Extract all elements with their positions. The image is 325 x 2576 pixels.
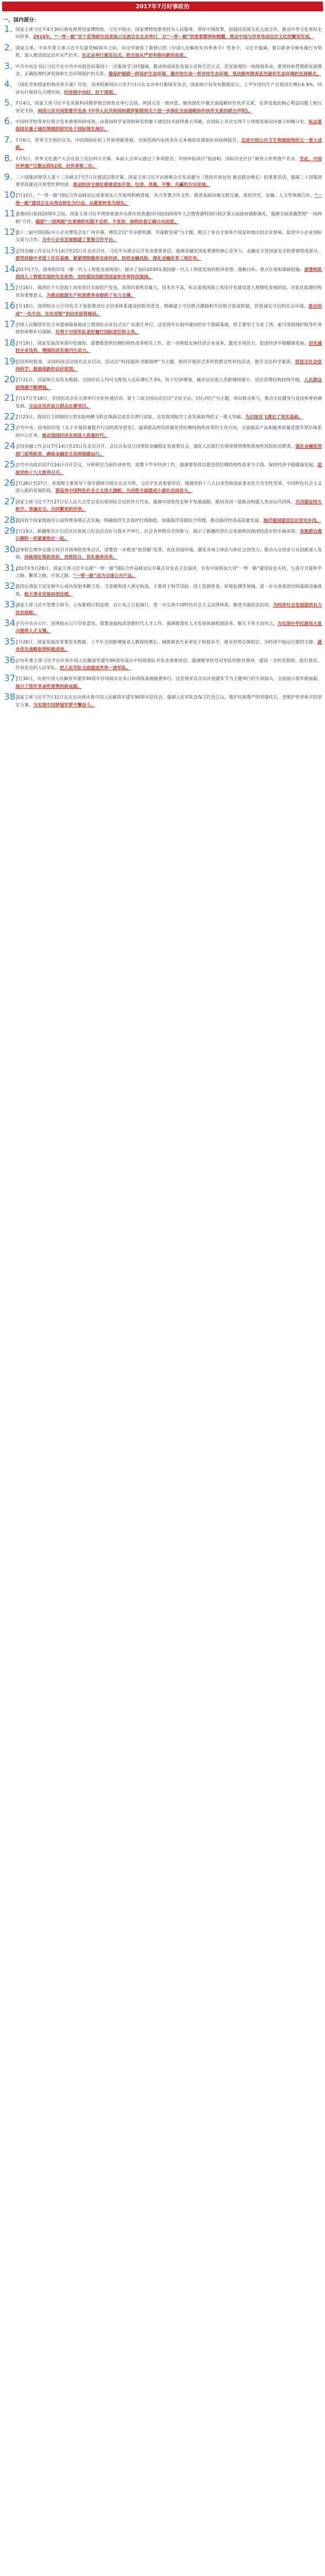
item-number: 30. xyxy=(4,544,19,555)
item-text: 国家主席习近平7月27日在人民大会堂会见出席国际会议的外方代表，强调中国坚持走和平发展道路，愿同各国一道推动构建人类命运共同体。 xyxy=(15,499,296,505)
news-item xyxy=(3,565,322,580)
news-item xyxy=(3,636,322,654)
news-item xyxy=(3,153,322,171)
item-text: 7月16日，我国首个大型海上风电项目全面投产发电，该项目装机容量大、技术水平高，标志着我国海上风电开发建设进入规模化发展阶段，对优化能源结构具有重要意义。 xyxy=(15,285,322,298)
item-text: 中共中央政治局7月24日召开会议，分析研究当前经济形势，部署下半年经济工作，强调要坚持以推进供给侧结构性改革为主线，保持经济平稳健康发展。 xyxy=(15,463,318,468)
item-highlight: 为推动能源生产和消费革命提供了有力支撑。 xyxy=(46,293,135,298)
news-item xyxy=(3,496,322,514)
item-number: 16. xyxy=(4,301,19,312)
item-number: 5. xyxy=(4,98,13,109)
item-highlight: 在北京举行颁发仪式，把全面从严治军推向新的高度。 xyxy=(81,53,189,59)
news-item xyxy=(3,134,322,152)
item-text: 2017年5月28日，国家主席习近平出席“一带一路”国际合作高峰论坛开幕式并发表主旨演讲，宣布中国将加大对“一带一路”建设资金支持，与各方共建和平之路、繁荣之路、开放之路。 xyxy=(15,566,322,579)
item-number: 2. xyxy=(4,42,13,53)
news-item xyxy=(3,42,322,60)
news-item xyxy=(3,81,322,96)
news-item xyxy=(3,100,322,115)
item-number: 18. xyxy=(4,337,19,348)
item-highlight: 至此，中国世界遗产总数达到52项，居世界第二位。 xyxy=(15,156,322,170)
item-text: 7月18日，国务院办公厅印发关于加快推进社会信用体系建设的指导意见，明确建立守信联合激励和失信联合惩戒机制，营造诚实守信的社会环境。 xyxy=(15,304,309,310)
news-item xyxy=(3,337,322,355)
item-number: 13. xyxy=(4,245,19,256)
news-item xyxy=(3,602,322,617)
news-item xyxy=(3,63,322,78)
item-text: 中国人民解放军驻吉布提保障基地成立暨部队出征仪式在广东湛江举行，这是我军在海外建设的首个保障基地，将主要用于为亚丁湾、索马里海域护航等任务提供休整补给保障。 xyxy=(15,323,322,335)
item-text: 二十国集团领导人第十二次峰会7月7日在德国汉堡开幕。国家主席习近平出席峰会并发表题为《坚持开放包容 推动联动增长》的重要讲话，强调二十国集团要坚持建设开放型世界经济。 xyxy=(15,175,322,188)
item-highlight: 部署构筑我国人工智能发展的先发优势，加快建设创新型国家和世界科技强国。 xyxy=(15,267,322,280)
item-text: 全国金融工作会议7月14日至15日在北京召开，会议宣布设立国务院金融稳定发展委员会，强化人民银行宏观审慎管理和系统性风险防范职责。 xyxy=(15,444,296,450)
news-item xyxy=(3,174,322,189)
item-highlight: 强化金融监管部门监管职责，确保金融安全高效稳健运行。 xyxy=(15,444,322,457)
item-number: 12. xyxy=(4,227,19,238)
item-text: 7月28日，国家发展改革委发布数据，上半年全国新增就业人数保持增长，城镇调查失业率处于较低水平，就业形势总体稳定，为经济平稳运行提供支撑。 xyxy=(15,639,318,645)
item-number: 22. xyxy=(4,412,19,422)
item-highlight: 要坚持稳中求进工作总基调，紧紧围绕服务实体经济、防控金融风险、深化金融改革三项任务。 xyxy=(15,256,201,262)
item-number: 31. xyxy=(4,563,19,573)
item-highlight: 持续深化简政放权、放管结合、优化服务改革。 xyxy=(24,555,117,561)
item-highlight: 就业优先战略取得积极成效。 xyxy=(15,639,322,653)
page-banner: 2017年7月时事政治 xyxy=(2,2,323,11)
news-item xyxy=(3,694,322,709)
item-highlight: 海洋强国建设迈出坚实步伐。 xyxy=(263,518,321,523)
item-highlight: 标志着我国在量子通信领域的研究处于国际领先地位。 xyxy=(15,120,322,132)
item-number: 35. xyxy=(4,636,19,647)
item-highlight: 各族群众像石榴籽一样紧紧抱在一起。 xyxy=(15,529,322,542)
item-text: 7月6日，世界卫生组织宣布，中国消除疟疾工作取得新进展，全国范围内连续多年无本地原发感染疟疾病例报告。 xyxy=(15,138,242,143)
item-text: 7月21日，国家统计局发布数据，全国居民人均可支配收入实际增长7.3%，快于经济增速，城乡居民收入差距继续缩小，居民消费结构持续升级。 xyxy=(15,378,304,383)
item-text: 我国首个国家级海洋公园管理条例正式实施，明确海洋生态保护红线制度，加强海洋资源综合管理，推动海洋经济高质量发展。 xyxy=(15,518,264,523)
item-text: 中央军委主席习近平在庆祝中国人民解放军建军90周年阅兵中检阅部队并发表重要讲话，强调要坚持党对军队的绝对领导，建设一支听党指挥、能打胜仗、作风优良的人民军队。 xyxy=(15,658,322,671)
item-text: 7月10日，“一带一路”国际合作高峰论坛成果落实工作取得积极进展，各方签署合作文件，推进基础设施互联互通，深化经贸、金融、人文等领域合作。 xyxy=(15,193,315,199)
item-text: 7月23日，我国自主研制的大型水陆两栖飞机在珠海完成首次滑行试验，这是我国航空工业发展取得的又一重大突破。 xyxy=(15,415,246,420)
item-highlight: 2016年，“一带一路”首个优秀研究成果展示交流会在北京举行，以“一带一路”的重要精神和精髓，推动中国与世界各国交往文化的繁荣发展。 xyxy=(33,35,314,40)
news-item xyxy=(3,377,322,392)
item-text: 中国科学院等单位联合发布重要科研成果，由我国科学家领衔研发的量子通信技术取得重大突破，在国际上首次实现千公里级星地双向量子纠缠分发。 xyxy=(15,120,309,125)
news-item xyxy=(3,480,322,495)
item-number: 29. xyxy=(4,526,19,536)
news-list xyxy=(0,26,325,709)
news-item xyxy=(3,303,322,318)
item-highlight: 两国元首共同签署并发表《中华人民共和国和俄罗斯联邦关于进一步深化全面战略协作伙伴关系的联合声明》。 xyxy=(37,108,252,114)
item-number: 21. xyxy=(4,393,19,404)
news-item xyxy=(3,245,322,263)
news-item xyxy=(3,229,322,244)
item-number: 26. xyxy=(4,478,19,488)
item-highlight: 营造全社会崇尚科学、鼓励创新的良好氛围。 xyxy=(15,359,322,372)
item-highlight: “一带一路”建设正在从理念转化为行动，从愿景转变为现实。 xyxy=(15,193,322,206)
item-number: 8. xyxy=(4,153,13,164)
item-text: 经国务院批准，全国科技活动周在北京启动，活动以“科技强国 创新圆梦”为主题，组织开展形式多样的群众性科技活动，提升全民科学素质。 xyxy=(15,359,295,365)
news-item xyxy=(3,211,322,226)
item-number: 36. xyxy=(4,655,19,666)
item-text: 7月4日，国家主席习近平在莫斯科同俄罗斯总统普京举行会谈。两国元首一致同意，继续深化中俄全面战略协作伙伴关系，在涉及彼此核心利益问题上相互坚定支持。 xyxy=(15,101,322,114)
item-number: 9. xyxy=(4,172,13,182)
item-text: 国务院总理李克强主持召开国务院常务会议，部署进一步推进“放管服”改革，优化营商环境，激发市场主体活力和社会创造力，推动大众创业万众创新深入发展。 xyxy=(15,547,322,561)
item-text: 7月5日，世界文化遗产大会在波兰克拉科夫开幕。本届大会审议通过了多项提名，中国申报项目“鼓浪屿：国际历史社区”被列入世界遗产名录。 xyxy=(15,156,300,162)
item-highlight: 为中小企业发展搭建了重要合作平台。 xyxy=(42,238,117,243)
item-text: 国家主席习近平4月30日致电祝贺国家博物馆，习近平指出，国家博物馆要坚持为人民服务，讲好中国故事，加强同各国文化交流合作，推动中华文化更好走向世界。 xyxy=(15,27,322,40)
item-number: 38. xyxy=(4,692,19,703)
item-number: 11. xyxy=(4,209,19,219)
item-number: 4. xyxy=(4,79,13,90)
item-number: 14. xyxy=(4,264,19,275)
item-text: 7月19日，国家发展改革委印发通知，部署推进供给侧结构性改革相关工作，进一步降低实体经济企业成本，激发市场活力，促进经济平稳健康发展。 xyxy=(15,341,309,346)
news-item xyxy=(3,675,322,690)
item-number: 32. xyxy=(4,581,19,592)
item-highlight: 切实减轻企业负担，增强经济发展内生动力。 xyxy=(15,341,322,354)
news-item xyxy=(3,528,322,543)
item-highlight: 全运会首次设立群众比赛项目。 xyxy=(28,403,91,409)
item-number: 27. xyxy=(4,496,19,507)
item-text: 7月17日至18日，全国运动会在天津举行火炬传递活动，第十三届全国运动会以“全民全运、同心同行”为主题，突出群众参与，推动全民健身与竞技体育协调发展。 xyxy=(15,396,322,409)
item-number: 25. xyxy=(4,460,19,470)
item-number: 7. xyxy=(4,134,13,145)
item-highlight: 这是中国公共卫生领域取得的又一重大成就。 xyxy=(15,138,322,151)
item-number: 1. xyxy=(4,24,13,35)
item-number: 34. xyxy=(4,618,19,629)
item-highlight: 航天事业发展再创佳绩。 xyxy=(24,591,73,597)
item-number: 37. xyxy=(4,673,19,684)
news-item xyxy=(3,544,322,562)
item-highlight: 为实现中华民族伟大复兴提供人才支撑。 xyxy=(15,621,322,634)
news-item xyxy=(3,422,322,439)
item-highlight: 推动形成“一处失信、处处受限”的信用监管格局。 xyxy=(15,304,322,317)
item-highlight: 为经济社会发展提供有力法治保障。 xyxy=(15,603,322,616)
item-text: 国家主席习近平签署主席令，公布新修订的法律，自公布之日起施行，进一步完善中国特色社会主义法律体系，推进全面依法治国。 xyxy=(15,603,273,608)
item-number: 20. xyxy=(4,375,19,385)
item-text: 7月26日至27日，省部级主要领导干部专题研讨班在北京开班，习近平发表重要讲话，强调党的十八大以来党和国家事业发生历史性变革，中国特色社会主义进入新的发展阶段。 xyxy=(15,481,322,494)
item-highlight: 推动我国经济发展进入质量时代。 xyxy=(42,433,109,438)
item-text: 《深化党和国家机构改革方案》印发，国务院新闻办公室7月1日在北京举行新闻发布会，国家统计局发布数据显示，上半年国内生产总值同比增长6.9%，经济运行保持在合理区间。 xyxy=(15,82,322,95)
item-highlight: 确保“一国两制”在香港的实践不走样、不变形，始终沿着正确方向前进。 xyxy=(35,219,179,225)
news-item xyxy=(3,517,322,524)
item-text: 国家主席、中央军委主席习近平在建党90周年之际，向全军颁发了新修订的《中国人民解放军内务条令》等条令，习近平强调，要以新条令颁布施行为契机，深入推进依法治军从严治军。 xyxy=(15,45,322,59)
news-item xyxy=(3,321,322,336)
item-text: 中共中央办公厅、国务院办公厅印发意见，部署加强和改进新时代人才工作，强调要深化人才发展体制机制改革，聚天下英才而用之。 xyxy=(15,621,278,626)
news-item xyxy=(3,356,322,374)
item-highlight: 推动经济全球化朝着更加开放、包容、普惠、平衡、共赢的方向发展。 xyxy=(73,182,211,188)
item-highlight: “一带一路”成为全球公共产品。 xyxy=(73,573,136,579)
item-text: 7月19日，新疆维吾尔自治区庆祝成立纪念活动在乌鲁木齐举行，社会各界群众共同参与，展示了新疆经济社会发展和民族团结进步的丰硕成果。 xyxy=(15,529,300,534)
news-item xyxy=(3,284,322,299)
news-item xyxy=(3,395,322,410)
item-highlight: 为实现中国梦强军梦不懈奋斗。 xyxy=(33,702,95,708)
item-text: 2017年7月，国务院印发《新一代人工智能发展规划》，提出了面向2030年我国新一代人工智能发展的指导思想、战略目标、重点任务和保障措施。 xyxy=(15,267,304,273)
item-highlight: 把人民军队全面建成世界一流军队。 xyxy=(59,666,131,671)
item-number: 6. xyxy=(4,116,13,127)
item-text: 7月30日，庆祝中国人民解放军建军90周年沙场阅兵在朱日和训练基地隆重举行，这是我军首次以庆祝建军节为主题举行的专项阅兵，全面展示我军新面貌。 xyxy=(15,676,322,682)
item-number: 33. xyxy=(4,600,19,611)
news-item xyxy=(3,620,322,635)
news-item xyxy=(3,414,322,421)
item-number: 28. xyxy=(4,515,19,526)
item-number: 15. xyxy=(4,282,19,293)
item-highlight: 共同建设持久和平、普遍安全、共同繁荣的世界。 xyxy=(15,499,322,513)
item-number: 24. xyxy=(4,441,19,452)
news-item xyxy=(3,443,322,458)
item-highlight: 经济稳中向好、好于预期。 xyxy=(64,90,117,95)
news-item xyxy=(3,583,322,598)
news-item xyxy=(3,266,322,281)
item-highlight: 迎接党的十九大胜利召开。 xyxy=(15,463,322,476)
item-text: 我国在酒泉卫星发射中心成功发射多颗卫星，卫星顺利进入预定轨道，主要用于科学试验、国土资源普查、环境监测等领域，进一步完善我国空间基础设施体系。 xyxy=(15,584,322,597)
news-item xyxy=(3,118,322,133)
item-highlight: 像保护眼睛一样保护生态环境，像对待生命一样对待生态环境，坚决摒弃损害甚至破坏生态环境的发展模式。 xyxy=(108,72,321,77)
item-text: 国家主席习近平7月31日在北京出席庆祝中国人民解放军建军90周年招待会，强调人民军队是保卫红色江山、维护民族尊严的坚强柱石，是维护世界和平的坚定力量。 xyxy=(15,695,322,708)
item-text: 中共中央总书记习近平在中共中央政治局第四十一次集体学习时强调，推动形成绿色发展方式和生活方式，是发展观的一场深刻革命。要坚持和贯彻新发展理念，正确处理经济发展和生态环境保护的关系。 xyxy=(15,64,322,77)
news-item xyxy=(3,26,322,41)
item-highlight: 为后续首飞奠定了坚实基础。 xyxy=(245,415,303,420)
item-text: 中共中央、国务院印发《关于开展质量提升行动的指导意见》，强调提高供给质量是供给侧结构性改革的主攻方向，全面提高产品和服务质量是提升供给体系的中心任务。 xyxy=(15,426,322,438)
item-text: 香港回归祖国20周年之际，国家主席习近平视察香港并出席庆祝香港回归祖国20周年大会暨香港特别行政区第五届政府就职典礼，强调全面准确贯彻“一国两制”方针。 xyxy=(15,212,322,225)
item-number: 10. xyxy=(4,190,19,201)
item-highlight: 要高举中国特色社会主义伟大旗帜，为决胜全面建成小康社会而奋斗。 xyxy=(55,488,193,494)
item-number: 3. xyxy=(4,61,13,72)
item-highlight: 有利于中国军队更好履行国际责任和义务。 xyxy=(55,330,140,335)
item-number: 19. xyxy=(4,356,19,367)
item-highlight: 人民群众获得感不断增强。 xyxy=(15,378,322,391)
item-text: 全国金融工作会议7月14日至15日在北京召开，习近平出席会议并发表重要讲话，强调金融是国家重要的核心竞争力，金融安全是国家安全的重要组成部分。 xyxy=(15,248,322,254)
item-number: 23. xyxy=(4,422,19,433)
section-title: 一、国内部分： xyxy=(3,18,39,23)
news-item xyxy=(3,462,322,477)
item-number: 17. xyxy=(4,319,19,330)
news-item xyxy=(3,192,322,207)
item-highlight: 展示了我军革命性重塑的新成就。 xyxy=(15,684,82,689)
item-text: 第十二届中国国际中小企业博览会在广州开幕，博览会以“共享新机遇、共谋新发展”为主题，吸引了来自全球多个国家和地区的企业参展，促进中小企业国际交流与合作。 xyxy=(15,230,322,243)
news-item xyxy=(3,657,322,672)
